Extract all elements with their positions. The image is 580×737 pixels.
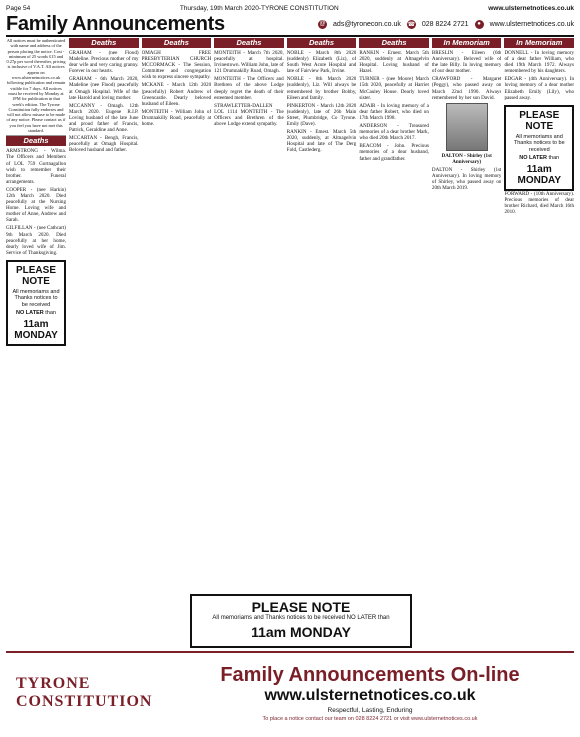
section-header: Deaths bbox=[6, 136, 66, 146]
notice-entry: MCKANE - March 12th 2020 (peacefully) Robert Andrew of Greencastle. Dearly beloved husband of Eileen. bbox=[141, 82, 212, 107]
contact-site[interactable]: www.ulsternetnotices.co.uk bbox=[489, 20, 574, 28]
wide-notice-sub: All memoriams and Thanks notices to be received NO LATER than bbox=[212, 615, 390, 621]
notice-entry: FORWARD - (10th Anniversary). Precious memories of dear brother Richard, died March 16th 2010. bbox=[504, 190, 575, 216]
section-header: Deaths bbox=[214, 38, 284, 48]
issue-date: Thursday, 19th March 2020-TYRONE CONSTITUTION bbox=[179, 4, 339, 12]
column-5 bbox=[287, 38, 357, 618]
notice-entry: ADAIR - In loving memory of a dear father Robert, who died on 17th March 1998. bbox=[359, 102, 429, 121]
please-note-box-right bbox=[504, 105, 574, 191]
notice-entry: EDGAR - (4th Anniversary). In loving memory of a dear mother Elizabeth Emily (Lily), who passed away. bbox=[504, 76, 575, 101]
notice-deadline-suffix: than bbox=[548, 155, 560, 162]
notice-entry: GRAHAM - (nee Flood) Madeline. Precious mother of my dear wife and very caring granny. Forever in our hearts. bbox=[69, 50, 139, 75]
column-6 bbox=[359, 38, 429, 618]
notice-entry: RANKIN - Emest. March 5th 2020, suddenly, at Altnagelvin Hospital and late of The Derg Fold, Castlederg. bbox=[286, 129, 357, 154]
notice-columns bbox=[6, 38, 574, 618]
contact-email[interactable]: ads@tyronecon.co.uk bbox=[333, 20, 401, 28]
memorial-photo bbox=[446, 103, 488, 151]
contact-info bbox=[318, 20, 574, 29]
section-header: In Memoriam bbox=[432, 38, 502, 48]
footer-center bbox=[166, 653, 574, 733]
notice-entry: DONNELL - In loving memory of a dear father William, who died 19th March 1972. Always remembered by his daughters. bbox=[504, 50, 575, 75]
section-header: Deaths bbox=[287, 38, 357, 48]
wide-notice-time: 11am MONDAY bbox=[251, 624, 351, 640]
footer-contact: To place a notice contact our team on 028 8224 2721 or visit www.ulsternetnotices.co.uk bbox=[262, 716, 478, 722]
notice-entry: GRAHAM - 6th March 2020, Madeline (nee Flood) peacefully at Omagh Hospital. Wife of the late Harold and loving mother. bbox=[69, 76, 139, 101]
footer-banner bbox=[6, 651, 574, 733]
notice-entry: DALTON - Shirley (1st Anniversary). In loving memory of Shirley, who passed away on 20th March 2019. bbox=[431, 166, 502, 192]
column-8 bbox=[504, 38, 574, 618]
notice-deadline-suffix: than bbox=[45, 310, 56, 317]
email-icon: @ bbox=[319, 21, 326, 27]
column-3 bbox=[142, 38, 212, 618]
column-body bbox=[432, 50, 502, 191]
notice-time: 11am MONDAY bbox=[517, 163, 562, 186]
notice-entry: MCCARTAN - Bengh, Francis, peacefully at Omagh Hospital. Beloved husband and father. bbox=[69, 135, 139, 154]
section-header: Deaths bbox=[359, 38, 429, 48]
tyrone-constitution-logo bbox=[6, 653, 166, 733]
notice-entry: MONTEITH - William John of Drumnakilly Road, peacefully at home. bbox=[141, 108, 212, 128]
notice-sub: All memoriams and Thanks notices to be received bbox=[12, 288, 60, 308]
please-note-box bbox=[6, 260, 66, 346]
notice-deadline-emphasis: NO LATER bbox=[519, 155, 547, 162]
section-header: Deaths bbox=[142, 38, 212, 48]
notice-entry: MCCANNY - Omagh. 12th March 2020. Eugene R.I.P. Loving husband of the late June and proud father of Francis, Patrick, Geraldine and Anne. bbox=[69, 102, 139, 134]
section-header: Deaths bbox=[69, 38, 139, 48]
notice-deadline bbox=[11, 310, 61, 317]
logo-bottom: CONSTITUTION bbox=[16, 693, 153, 710]
notice-entry: GILFILLAN - (nee Cathcart) 9th March 2020. Died peacefully at her home, dearly loved wife of Jim. Service of Thanksgiving. bbox=[6, 225, 66, 256]
notice-entry: NOBLE - 8th March 2020 (suddenly), Liz. Will always be remembered by brother Bobby, Eileen and family. bbox=[286, 76, 357, 101]
notice-entry: BRESLIN - Eileen (6th Anniversary). Beloved wife of the late Billy. In loving memory of our dear mother. bbox=[431, 50, 502, 75]
wide-please-note bbox=[190, 594, 412, 648]
phone-icon: ☎ bbox=[407, 21, 416, 28]
footer-url[interactable]: www.ulsternetnotices.co.uk bbox=[264, 687, 476, 704]
column-body bbox=[504, 50, 574, 215]
column-body bbox=[214, 50, 284, 127]
notice-entry: BEACOM - John. Precious memories of a dear husband, father and grandfather. bbox=[359, 143, 429, 162]
notice-entry: ANDERSON - Treasured memories of a dear brother Mark, who died 20th March 2017. bbox=[359, 123, 429, 142]
notice-entry: PINKERTON - March 12th 2020 (suddenly), late of 26b Main Street, Plumbridge, Co Tyrone. Emily (Dave). bbox=[286, 102, 357, 128]
notice-entry: MONTEITH - The Officers and Brethren of the above Lodge deeply regret the death of their esteemed member. bbox=[214, 76, 284, 101]
notice-entry: CRAWFORD - Margaret (Peggy), who passed away on March 22nd 1990. Always remembered by her son David. bbox=[431, 76, 502, 101]
notice-sub: All memoriams and Thanks notices to be received bbox=[513, 133, 565, 153]
notice-entry: MONTEITH - March 7th 2020, peacefully at hospital. Irvinestown. William John, late of 121 Drumnakilly Road, Omagh. bbox=[214, 50, 284, 75]
memorial-caption: DALTON - Shirley (1st Anniversary) bbox=[441, 152, 492, 165]
wide-notice-title: PLEASE NOTE bbox=[251, 599, 351, 615]
logo-top: TYRONE bbox=[16, 675, 91, 692]
page-title: Family Announcements bbox=[6, 12, 225, 35]
column-body bbox=[287, 50, 357, 154]
column-1 bbox=[6, 38, 66, 618]
column-2 bbox=[69, 38, 139, 618]
column-body bbox=[69, 50, 139, 154]
notice-deadline-emphasis: NO LATER bbox=[16, 310, 44, 317]
column-4 bbox=[214, 38, 284, 618]
footer-motto: Respectful, Lasting, Enduring bbox=[327, 707, 413, 714]
notice-entry: TURNER - (nee Moore) March 15th 2020, peacefully at Harriet McCauley House. Dearly loved sister. bbox=[359, 76, 429, 101]
site-url[interactable]: www.ulsternetnotices.co.uk bbox=[488, 4, 574, 12]
page-title-bar bbox=[6, 13, 574, 37]
notice-entry: STRAWLETTER-DALLEN LOL 1114 MONTEITH - The Officers and Brethren of the above Lodge extend sympathy. bbox=[214, 102, 284, 128]
notice-entry: RANKIN - Ernest. March 5th 2020, suddenly at Altnagelvin Hospital. Loving husband of Hazel. bbox=[359, 50, 429, 75]
sidebar-note: All notices must be authenticated with name and address of the person placing the notice. Cost - minimum of 25 words £15 and 0.27p per word thereafter, pricing is inclusive of V.A.T. All notices appear on www.ulsternetnotices.co.uk following publication and remain visible for 7 days. All notices must be received by Monday at 1PM for publication in that week's edition. The Tyrone Constitution fully endorses and will not allow misuse to be made of any notice. Please contact us if you feel you have not met this standard. bbox=[6, 38, 66, 136]
column-body bbox=[6, 148, 66, 256]
notice-deadline bbox=[509, 155, 569, 162]
notice-title: PLEASE NOTE bbox=[15, 264, 56, 287]
notice-title: PLEASE NOTE bbox=[519, 109, 560, 132]
section-header: In Memoriam bbox=[504, 38, 574, 48]
page-number: Page 54 bbox=[6, 4, 31, 12]
notice-entry: OMAGH FREE PRESBYTERIAN CHURCH MCCORMACK - The Session, Committee and congregation wish to express sincere sympathy. bbox=[141, 50, 212, 81]
column-body bbox=[359, 50, 429, 162]
contact-phone: 028 8224 2721 bbox=[421, 20, 469, 28]
column-7 bbox=[432, 38, 502, 618]
footer-tagline: Family Announcements On-line bbox=[220, 664, 520, 686]
notice-entry: ARMSTRONG - Wilma. The Officers and Members of LOL 759 Gortnagallon wish to remember their brother. Funeral arrangements. bbox=[6, 148, 66, 185]
notice-time: 11am MONDAY bbox=[14, 318, 58, 341]
globe-icon: ● bbox=[475, 20, 484, 29]
notice-entry: NOBLE - March 8th 2020 (suddenly) Elizabeth (Liz), of South West Acute Hospital and late of Fairview Park, Irvine. bbox=[286, 50, 357, 75]
top-bar bbox=[6, 3, 574, 13]
notice-entry: COOPER - (nee Harkin) 12th March 2020. Died peacefully at the Nursing Home. Loving wife and mother of Anne, Andrew and Sarah. bbox=[6, 186, 66, 224]
column-body bbox=[142, 50, 212, 127]
